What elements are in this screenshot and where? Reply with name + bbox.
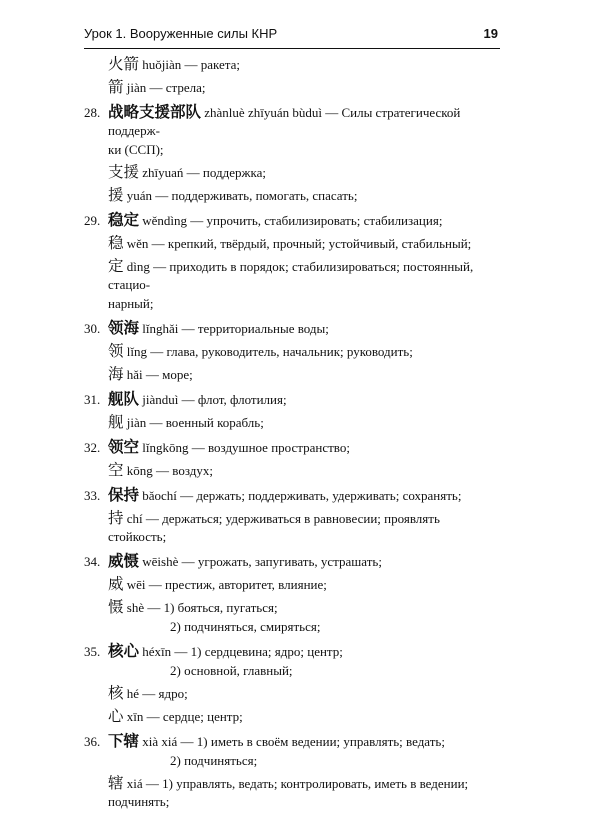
header-title: Урок 1. Вооруженные силы КНР <box>84 26 278 41</box>
pinyin-definition: hé — ядро; <box>123 686 188 701</box>
vocab-entry <box>84 733 500 811</box>
entry-number: 29. <box>84 213 101 228</box>
pinyin-definition: yuán — поддерживать, помогать, спасать; <box>123 188 358 203</box>
pinyin-definition: bǎochí — держать; поддерживать, удерживать; сохранять; <box>139 488 462 503</box>
hanzi-term: 慑 <box>108 599 124 616</box>
entry-component-line <box>84 462 500 480</box>
entry-component-line <box>84 685 500 703</box>
hanzi-term: 空 <box>108 462 124 479</box>
pinyin-definition: chí — держаться; удерживаться в равновесии; проявлять стойкость; <box>108 511 440 544</box>
hanzi-term: 舰 <box>108 414 124 431</box>
hanzi-term: 核 <box>108 685 124 702</box>
hanzi-term: 下辖 <box>108 733 140 750</box>
pinyin-definition: xià xiá — 1) иметь в своём ведении; управлять; ведать; <box>139 734 445 749</box>
pinyin-definition: hǎi — море; <box>123 367 193 382</box>
vocab-entry <box>84 391 500 432</box>
hanzi-term: 援 <box>108 187 124 204</box>
vocab-entry <box>84 104 500 205</box>
pinyin-definition: héxīn — 1) сердцевина; ядро; центр; <box>139 644 343 659</box>
hanzi-term: 心 <box>108 708 124 725</box>
entry-number: 30. <box>84 321 101 336</box>
vocabulary-list <box>84 56 500 818</box>
vocab-entry <box>84 56 500 97</box>
entry-continuation: ки (ССП); <box>108 142 164 157</box>
running-header <box>84 26 500 49</box>
hanzi-term: 领空 <box>108 439 140 456</box>
hanzi-term: 持 <box>108 510 124 527</box>
entry-headword-line <box>84 391 500 409</box>
entry-headword-line <box>84 320 500 338</box>
entry-number: 36. <box>84 734 101 749</box>
vocab-entry <box>84 643 500 726</box>
entry-sense: 2) основной, главный; <box>170 663 293 678</box>
pinyin-definition: wēi — престиж, авторитет, влияние; <box>123 577 327 592</box>
entry-component-line <box>84 366 500 384</box>
entry-headword-line <box>84 439 500 457</box>
vocab-entry <box>84 439 500 480</box>
hanzi-term: 保持 <box>108 487 140 504</box>
entry-headword-line <box>84 643 500 661</box>
entry-number: 28. <box>84 105 101 120</box>
pinyin-definition: wěn — крепкий, твёрдый, прочный; устойчивый, стабильный; <box>123 236 472 251</box>
entry-number: 32. <box>84 440 101 455</box>
vocab-entry <box>84 487 500 546</box>
entry-headword-line <box>84 104 500 140</box>
hanzi-term: 战略支援部队 <box>108 104 202 121</box>
entry-component-line <box>84 164 500 182</box>
vocab-entry <box>84 212 500 313</box>
vocab-entry <box>84 320 500 384</box>
entry-component-line <box>84 343 500 361</box>
entry-number: 35. <box>84 644 101 659</box>
entry-sense: 2) подчиняться, смиряться; <box>170 619 321 634</box>
entry-headword-line <box>84 212 500 230</box>
pinyin-definition: shè — 1) бояться, пугаться; <box>123 600 278 615</box>
hanzi-term: 箭 <box>108 79 124 96</box>
entry-headword-line <box>84 733 500 751</box>
entry-number: 33. <box>84 488 101 503</box>
hanzi-term: 领海 <box>108 320 140 337</box>
hanzi-term: 稳 <box>108 235 124 252</box>
hanzi-term: 火箭 <box>108 56 140 73</box>
hanzi-term: 威 <box>108 576 124 593</box>
entry-component-line <box>84 510 500 546</box>
entry-component-line <box>84 599 500 617</box>
pinyin-definition: kōng — воздух; <box>123 463 213 478</box>
hanzi-term: 稳定 <box>108 212 140 229</box>
hanzi-term: 定 <box>108 258 124 275</box>
pinyin-definition: zhīyuań — поддержка; <box>139 165 266 180</box>
entry-component-line <box>84 775 500 811</box>
pinyin-definition: jiànduì — флот, флотилия; <box>139 392 287 407</box>
entry-sense: 2) подчиняться; <box>170 753 258 768</box>
pinyin-definition: lǐng — глава, руководитель, начальник; руководить; <box>123 344 413 359</box>
pinyin-definition: huǒjiàn — ракета; <box>139 57 241 72</box>
entry-component-line <box>84 79 500 97</box>
pinyin-definition: jiàn — стрела; <box>123 80 206 95</box>
vocab-entry <box>84 553 500 636</box>
entry-component-line <box>84 235 500 253</box>
pinyin-definition: xiá — 1) управлять, ведать; контролировать, иметь в ведении; подчинять; <box>108 776 469 809</box>
hanzi-term: 支援 <box>108 164 140 181</box>
entry-number: 31. <box>84 392 101 407</box>
entry-component-line <box>84 187 500 205</box>
pinyin-definition: wēishè — угрожать, запугивать, устрашать; <box>139 554 382 569</box>
hanzi-term: 海 <box>108 366 124 383</box>
entry-headword-line <box>84 487 500 505</box>
page-number: 19 <box>483 26 498 41</box>
entry-headword-line <box>84 553 500 571</box>
hanzi-term: 舰队 <box>108 391 140 408</box>
hanzi-term: 核心 <box>108 643 140 660</box>
pinyin-definition: xīn — сердце; центр; <box>123 709 243 724</box>
pinyin-definition: zhànluè zhīyuán bùduì — Силы стратегической поддерж- <box>108 105 461 138</box>
entry-headword-line <box>84 56 500 74</box>
pinyin-definition: jiàn — военный корабль; <box>123 415 264 430</box>
pinyin-definition: lǐngkōng — воздушное пространство; <box>139 440 350 455</box>
entry-component-line <box>84 708 500 726</box>
pinyin-definition: wěndìng — упрочить, стабилизировать; стабилизация; <box>139 213 443 228</box>
pinyin-definition: lǐnghǎi — территориальные воды; <box>139 321 329 336</box>
hanzi-term: 领 <box>108 343 124 360</box>
entry-component-line <box>84 576 500 594</box>
entry-number: 34. <box>84 554 101 569</box>
hanzi-term: 辖 <box>108 775 124 792</box>
entry-component-line <box>84 414 500 432</box>
pinyin-definition: dìng — приходить в порядок; стабилизироваться; постоянный, стацио- <box>108 259 474 292</box>
hanzi-term: 威慑 <box>108 553 140 570</box>
entry-component-line <box>84 258 500 294</box>
entry-continuation: нарный; <box>108 296 154 311</box>
